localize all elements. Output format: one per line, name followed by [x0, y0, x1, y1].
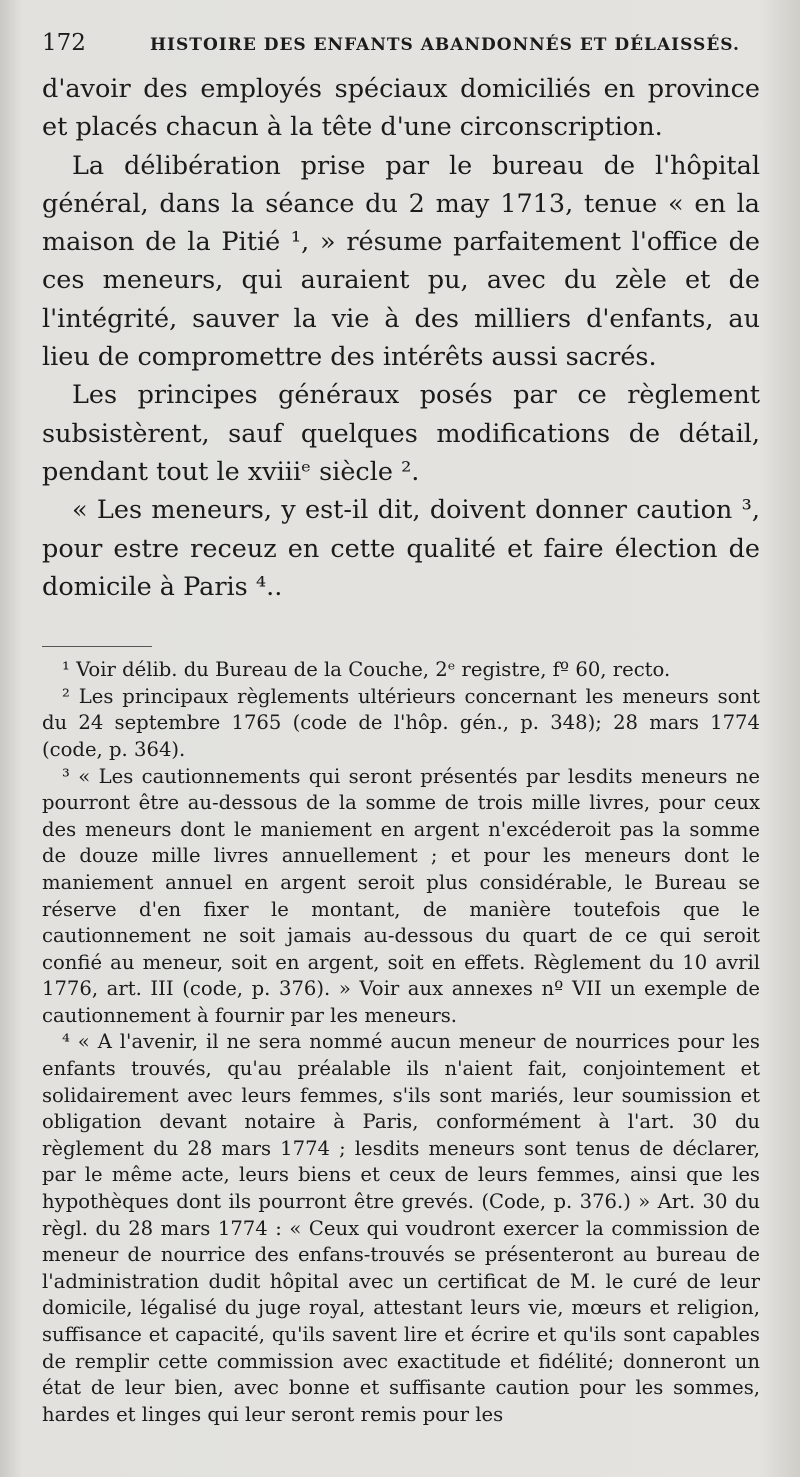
page-number: 172 [42, 30, 86, 56]
footnote: ² Les principaux règlements ultérieurs concernant les meneurs sont du 24 septembre 1765 (code de l'hôp. gén., p. 348); 28 mars 1774 (code, p. 364). [42, 684, 760, 761]
running-title: HISTOIRE DES ENFANTS ABANDONNÉS ET DÉLAISSÉS. [150, 35, 740, 55]
footnote: ³ « Les cautionnements qui seront présentés par lesdits meneurs ne pourront être au-dessous de la somme de trois mille livres, pour ceux des meneurs dont le maniement en argent n'excéderoit pas la somme de douze mille livres annuellement ; et pour les meneurs dont le maniement annuel en argent seroit plus considérable, le Bureau se réserve d'en fixer le montant, de manière toutefois que le cautionnement ne soit jamais au-dessous du quart de ce qui seroit confié au meneur, soit en argent, soit en effets. Règlement du 10 avril 1776, art. III (code, p. 376). » Voir aux annexes nº VII un exemple de cautionnement à fournir par les meneurs. [42, 764, 760, 1027]
main-text [42, 70, 760, 606]
paragraph: « Les meneurs, y est-il dit, doivent donner caution ³, pour estre receuz en cette qualité et faire élection de domicile à Paris ⁴.. [42, 495, 760, 602]
paragraph: La délibération prise par le bureau de l'hôpital général, dans la séance du 2 may 1713, tenue « en la maison de la Pitié ¹, » résume parfaitement l'office de ces meneurs, qui auraient pu, avec du zèle et de l'intégrité, sauver la vie à des milliers d'enfants, au lieu de compromettre des intérêts aussi sacrés. [42, 150, 760, 373]
footnotes [42, 657, 760, 1428]
page-header [42, 30, 760, 70]
paragraph: Les principes généraux posés par ce règlement subsistèrent, sauf quelques modifications de détail, pendant tout le xviiiᵉ siècle ². [42, 380, 760, 487]
footnote: ⁴ « A l'avenir, il ne sera nommé aucun meneur de nourrices pour les enfants trouvés, qu'au préalable ils n'aient fait, conjointement et solidairement avec leurs femmes, s'ils sont mariés, leur soumission et obligation devant notaire à Paris, conformément à l'art. 30 du règlement du 28 mars 1774 ; lesdits meneurs sont tenus de déclarer, par le même acte, leurs biens et ceux de leurs femmes, ainsi que les hypothèques dont ils pourront être grevés. (Code, p. 376.) » Art. 30 du règl. du 28 mars 1774 : « Ceux qui voudront exercer la commission de meneur de nourrice des enfans-trouvés se présenteront au bureau de l'administration dudit hôpital avec un certificat de M. le curé de leur domicile, légalisé du juge royal, attestant leurs vie, mœurs et religion, suffisance et capacité, qu'ils savent lire et écrire et qu'ils sont capables de remplir cette commission avec exactitude et fidélité; donneront un état de leur bien, avec bonne et suffisante caution pour les sommes, hardes et linges qui leur seront remis pour les [42, 1030, 760, 1426]
footnote: ¹ Voir délib. du Bureau de la Couche, 2ᵉ registre, fº 60, recto. [62, 658, 671, 682]
footnote-separator [42, 646, 152, 647]
paragraph: d'avoir des employés spéciaux domiciliés en province et placés chacun à la tête d'une circonscription. [42, 74, 760, 143]
